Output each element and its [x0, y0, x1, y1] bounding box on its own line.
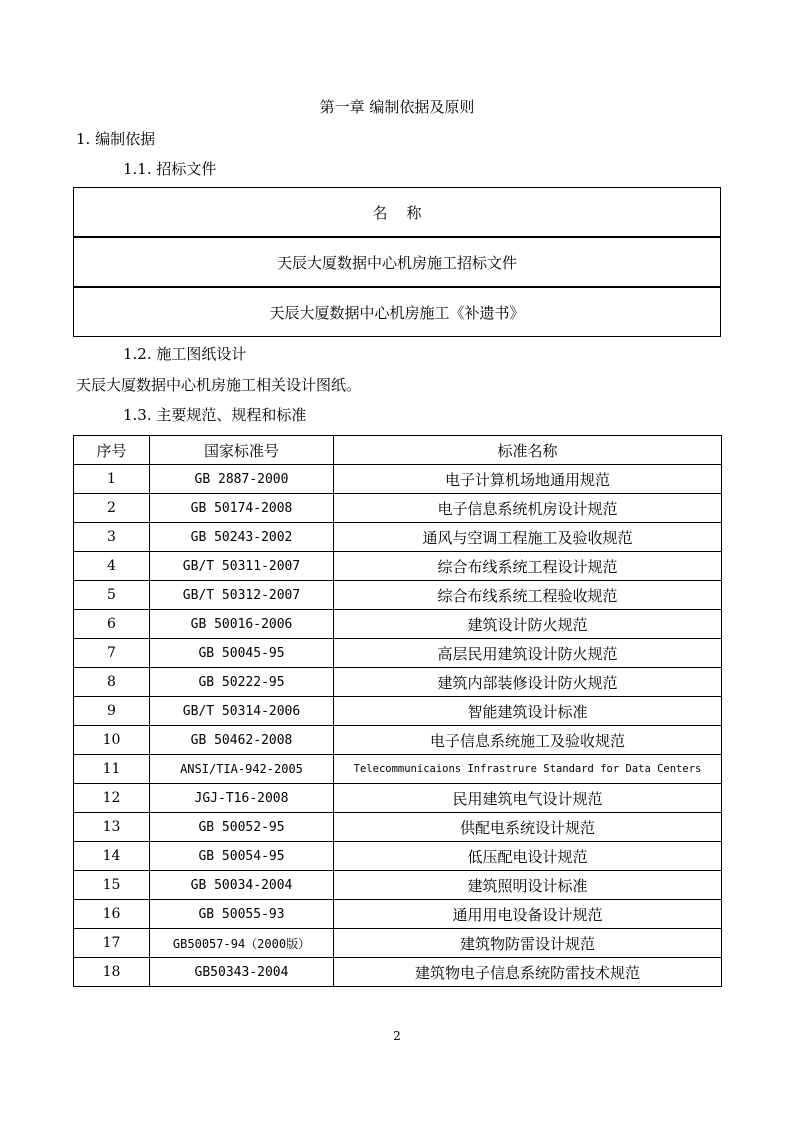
standard-code-cell: GB50057-94（2000版） [150, 929, 334, 958]
table-row [74, 900, 722, 929]
table-row [74, 871, 722, 900]
table-row [74, 697, 722, 726]
table-row [74, 668, 722, 697]
serial-cell: 18 [74, 958, 150, 987]
serial-cell: 9 [74, 697, 150, 726]
table-row [74, 552, 722, 581]
standard-code-cell: GB 50045-95 [150, 639, 334, 668]
standard-name-cell: 智能建筑设计标准 [334, 697, 722, 726]
table-cell: 天辰大厦数据中心机房施工《补遗书》 [74, 287, 721, 337]
standard-code-cell: GB 2887-2000 [150, 465, 334, 494]
table-row [74, 237, 721, 287]
serial-cell: 14 [74, 842, 150, 871]
table-row [74, 287, 721, 337]
serial-cell: 3 [74, 523, 150, 552]
subsection-heading-drawings: 1.2. 施工图纸设计 [123, 345, 247, 363]
standard-name-cell: 通用用电设备设计规范 [334, 900, 722, 929]
standard-name-cell: 民用建筑电气设计规范 [334, 784, 722, 813]
table-header-row [74, 188, 721, 238]
standard-code-cell: ANSI/TIA-942-2005 [150, 755, 334, 784]
drawings-paragraph: 天辰大厦数据中心机房施工相关设计图纸。 [76, 376, 362, 394]
serial-cell: 15 [74, 871, 150, 900]
header-standard-code: 国家标准号 [150, 436, 334, 465]
standard-name-cell: 电子计算机场地通用规范 [334, 465, 722, 494]
table-row [74, 726, 722, 755]
table-cell: 天辰大厦数据中心机房施工招标文件 [74, 237, 721, 287]
standard-name-cell: 电子信息系统机房设计规范 [334, 494, 722, 523]
standard-name-cell: 高层民用建筑设计防火规范 [334, 639, 722, 668]
table-row [74, 581, 722, 610]
standard-name-cell: 建筑照明设计标准 [334, 871, 722, 900]
serial-cell: 2 [74, 494, 150, 523]
standard-code-cell: GB 50055-93 [150, 900, 334, 929]
table-row [74, 842, 722, 871]
serial-cell: 5 [74, 581, 150, 610]
standard-name-cell: 建筑物防雷设计规范 [334, 929, 722, 958]
serial-cell: 6 [74, 610, 150, 639]
standard-code-cell: GB/T 50314-2006 [150, 697, 334, 726]
table-row [74, 523, 722, 552]
standard-code-cell: GB50343-2004 [150, 958, 334, 987]
section-heading-basis: 1. 编制依据 [76, 130, 156, 148]
standard-name-cell: 低压配电设计规范 [334, 842, 722, 871]
standard-name-cell: 建筑内部装修设计防火规范 [334, 668, 722, 697]
standard-code-cell: GB 50054-95 [150, 842, 334, 871]
serial-cell: 4 [74, 552, 150, 581]
standard-name-cell: Telecommunicaions Infrastrure Standard for Data Centers [334, 755, 722, 784]
table-row [74, 755, 722, 784]
standard-name-cell: 通风与空调工程施工及验收规范 [334, 523, 722, 552]
standard-name-cell: 综合布线系统工程设计规范 [334, 552, 722, 581]
header-serial: 序号 [74, 436, 150, 465]
serial-cell: 11 [74, 755, 150, 784]
serial-cell: 13 [74, 813, 150, 842]
table-row [74, 784, 722, 813]
standard-code-cell: GB/T 50311-2007 [150, 552, 334, 581]
subsection-heading-standards: 1.3. 主要规范、规程和标准 [123, 406, 307, 424]
standard-code-cell: GB 50462-2008 [150, 726, 334, 755]
standard-code-cell: GB 50052-95 [150, 813, 334, 842]
table-row [74, 639, 722, 668]
page-number: 2 [393, 1029, 401, 1043]
table-header-cell: 名 称 [74, 188, 721, 238]
standard-code-cell: GB 50016-2006 [150, 610, 334, 639]
table-header-row [74, 436, 722, 465]
tender-documents-table [73, 187, 721, 337]
standard-code-cell: GB 50222-95 [150, 668, 334, 697]
subsection-heading-tender: 1.1. 招标文件 [123, 160, 217, 178]
table-row [74, 813, 722, 842]
table-row [74, 958, 722, 987]
standard-code-cell: GB/T 50312-2007 [150, 581, 334, 610]
standard-name-cell: 建筑物电子信息系统防雷技术规范 [334, 958, 722, 987]
table-row [74, 610, 722, 639]
standard-code-cell: GB 50243-2002 [150, 523, 334, 552]
standard-name-cell: 综合布线系统工程验收规范 [334, 581, 722, 610]
serial-cell: 1 [74, 465, 150, 494]
serial-cell: 12 [74, 784, 150, 813]
standard-code-cell: GB 50034-2004 [150, 871, 334, 900]
serial-cell: 8 [74, 668, 150, 697]
table-row [74, 929, 722, 958]
table-row [74, 465, 722, 494]
standard-code-cell: GB 50174-2008 [150, 494, 334, 523]
serial-cell: 10 [74, 726, 150, 755]
serial-cell: 17 [74, 929, 150, 958]
standard-name-cell: 建筑设计防火规范 [334, 610, 722, 639]
standard-name-cell: 电子信息系统施工及验收规范 [334, 726, 722, 755]
standards-table [73, 435, 722, 987]
chapter-title: 第一章 编制依据及原则 [319, 98, 475, 116]
serial-cell: 16 [74, 900, 150, 929]
serial-cell: 7 [74, 639, 150, 668]
table-row [74, 494, 722, 523]
header-standard-name: 标准名称 [334, 436, 722, 465]
standard-name-cell: 供配电系统设计规范 [334, 813, 722, 842]
standard-code-cell: JGJ-T16-2008 [150, 784, 334, 813]
